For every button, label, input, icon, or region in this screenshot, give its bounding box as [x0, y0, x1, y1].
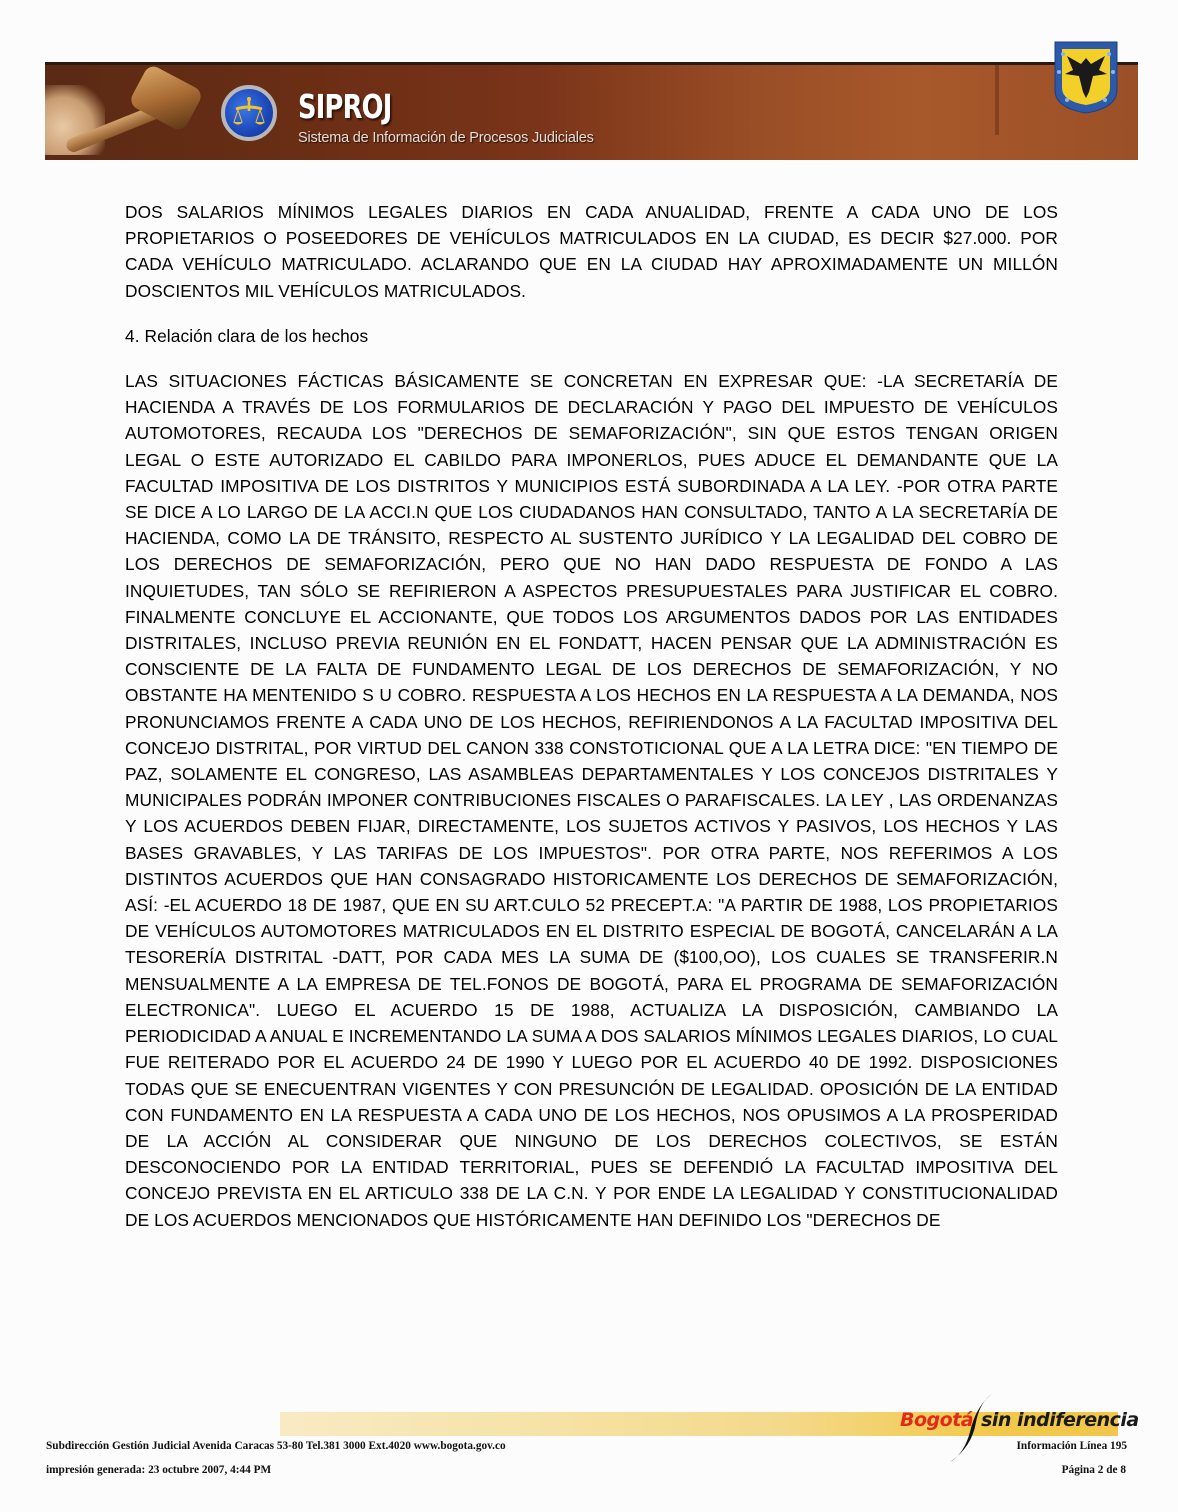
app-brand: SIPROJ	[298, 87, 392, 126]
paragraph: LAS SITUACIONES FÁCTICAS BÁSICAMENTE SE CONCRETAN EN EXPRESAR QUE: -LA SECRETARÍA DE HACIENDA A TRAVÉS DE LOS FORMULARIOS DE DECLARACIÓN Y PAGO DEL IMPUESTO DE VEHÍCULOS AUTOMOTORES, RECAUDA LOS "DERECHOS DE SEMAFORIZACIÓN", SIN QUE ESTOS TENGAN ORIGEN LEGAL O ESTE AUTORIZADO EL CABILDO PARA IMPONERLOS, PUES ADUCE EL DEMANDANTE QUE LA FACULTAD IMPOSITIVA DE LOS DISTRITOS Y MUNICIPIOS ESTÁ SUBORDINADA A LA LEY. -POR OTRA PARTE SE DICE A LO LARGO DE LA ACCI.N QUE LOS CIUDADANOS HAN CONSULTADO, TANTO A LA SECRETARÍA DE HACIENDA, COMO LA DE TRÁNSITO, RESPECTO AL SUSTENTO JURÍDICO Y LA LEGALIDAD DEL COBRO DE LOS DERECHOS DE SEMAFORIZACIÓN, PERO QUE NO HAN DADO RESPUESTA DE FONDO A LAS INQUIETUDES, TAN SÓLO SE REFIRIERON A ASPECTOS PRESUPUESTALES PARA JUSTIFICAR EL COBRO. FINALMENTE CONCLUYE EL ACCIONANTE, QUE TODOS LOS ARGUMENTOS DADOS POR LAS ENTIDADES DISTRITALES, INCLUSO PREVIA REUNIÓN EN EL FONDATT, HACEN PENSAR QUE LA ADMINISTRACIÓN ES CONSCIENTE DE LA FALTA DE FUNDAMENTO LEGAL DE LOS DERECHOS DE SEMAFORIZACIÓN, Y NO OBSTANTE HA MENTENIDO S U COBRO. RESPUESTA A LOS HECHOS EN LA RESPUESTA A LA DEMANDA, NOS PRONUNCIAMOS FRENTE A CADA UNO DE LOS HECHOS, REFIRIENDONOS A LA FACULTAD IMPOSITIVA DEL CONCEJO DISTRITAL, POR VIRTUD DEL CANON 338 CONSTOTICIONAL QUE A LA LETRA DICE: "EN TIEMPO DE PAZ, SOLAMENTE EL CONGRESO, LAS ASAMBLEAS DEPARTAMENTALES Y LOS CONCEJOS DISTRITALES Y MUNICIPALES PODRÁN IMPONER CONTRIBUCIONES FISCALES O PARAFISCALES. LA LEY , LAS ORDENANZAS Y LOS ACUERDOS DEBEN FIJAR, DIRECTAMENTE, LOS SUJETOS ACTIVOS Y PASIVOS, LOS HECHOS Y LAS BASES GRAVABLES, Y LAS TARIFAS DE LOS IMPUESTOS". POR OTRA PARTE, NOS REFERIMOS A LOS DISTINTOS ACUERDOS QUE HAN CONSAGRADO HISTORICAMENTE LOS DERECHOS DE SEMAFORIZACIÓN, ASÍ: -EL ACUERDO 18 DE 1987, QUE EN SU ART.CULO 52 PRECEPT.A: "A PARTIR DE 1988, LOS PROPIETARIOS DE VEHÍCULOS AUTOMOTORES MATRICULADOS EN EL DISTRITO ESPECIAL DE BOGOTÁ, CANCELARÁN A LA TESORERÍA DISTRITAL -DATT, POR CADA MES LA SUMA DE ($100,OO), LOS CUALES SE TRANSFERIR.N MENSUALMENTE A LA EMPRESA DE TEL.FONOS DE BOGOTÁ, PARA EL PROGRAMA DE SEMAFORIZACIÓN ELECTRONICA". LUEGO EL ACUERDO 15 DE 1988, ACTUALIZA LA DISPOSICIÓN, CAMBIANDO LA PERIODICIDAD A ANUAL E INCREMENTANDO LA SUMA A DOS SALARIOS MÍNIMOS LEGALES DIARIOS, LO CUAL FUE REITERADO POR EL ACUERDO 24 DE 1990 Y LUEGO POR EL ACUERDO 40 DE 1992. DISPOSICIONES TODAS QUE SE ENECUENTRAN VIGENTES Y CON PRESUNCIÓN DE LEGALIDAD. OPOSICIÓN DE LA ENTIDAD CON FUNDAMENTO EN LA RESPUESTA A CADA UNO DE LOS HECHOS, NOS OPUSIMOS A LA PROSPERIDAD DE LA ACCIÓN AL CONSIDERAR QUE NINGUNO DE LOS DERECHOS COLECTIVOS, SE ESTÁN DESCONOCIENDO POR LA ENTIDAD TERRITORIAL, PUES SE DEFENDIÓ LA FACULTAD IMPOSITIVA DEL CONCEJO PREVISTA EN EL ARTICULO 338 DE LA C.N. Y POR ENDE LA LEGALIDAD Y CONSTITUCIONALIDAD DE LOS ACUERDOS MENCIONADOS QUE HISTÓRICAMENTE HAN DEFINIDO LOS "DERECHOS DE	[125, 371, 1058, 1230]
logo-text-bogota: Bogotá	[900, 1409, 974, 1431]
document-body	[125, 199, 1058, 1233]
footer-generated-date: impresión generada: 23 octubre 2007, 4:44 PM	[46, 1464, 272, 1476]
scale-shadow-decoration	[995, 65, 999, 135]
justice-scale-icon	[221, 85, 277, 141]
section-heading: 4. Relación clara de los hechos	[125, 325, 369, 346]
header-banner	[45, 62, 1138, 160]
footer-info-line: Información Línea 195	[1016, 1440, 1127, 1452]
paragraph: DOS SALARIOS MÍNIMOS LEGALES DIARIOS EN CADA ANUALIDAD, FRENTE A CADA UNO DE LOS PROPIETARIOS O POSEEDORES DE VEHÍCULOS MATRICULADOS EN LA CIUDAD, ES DECIR $27.000. POR CADA VEHÍCULO MATRICULADO. ACLARANDO QUE EN LA CIUDAD HAY APROXIMADAMENTE UN MILLÓN DOSCIENTOS MIL VEHÍCULOS MATRICULADOS.	[125, 202, 1058, 301]
logo-text-sin-indiferencia: sin indiferencia	[981, 1409, 1139, 1431]
footer-address: Subdirección Gestión Judicial Avenida Caracas 53-80 Tel.381 3000 Ext.4020 www.bogota.gov.co	[46, 1440, 506, 1452]
bogota-sin-indiferencia-logo	[900, 1409, 1139, 1437]
app-subtitle: Sistema de Información de Procesos Judiciales	[298, 130, 594, 146]
page-number: Página 2 de 8	[1061, 1464, 1126, 1476]
bogota-coat-of-arms-icon	[1053, 40, 1119, 114]
